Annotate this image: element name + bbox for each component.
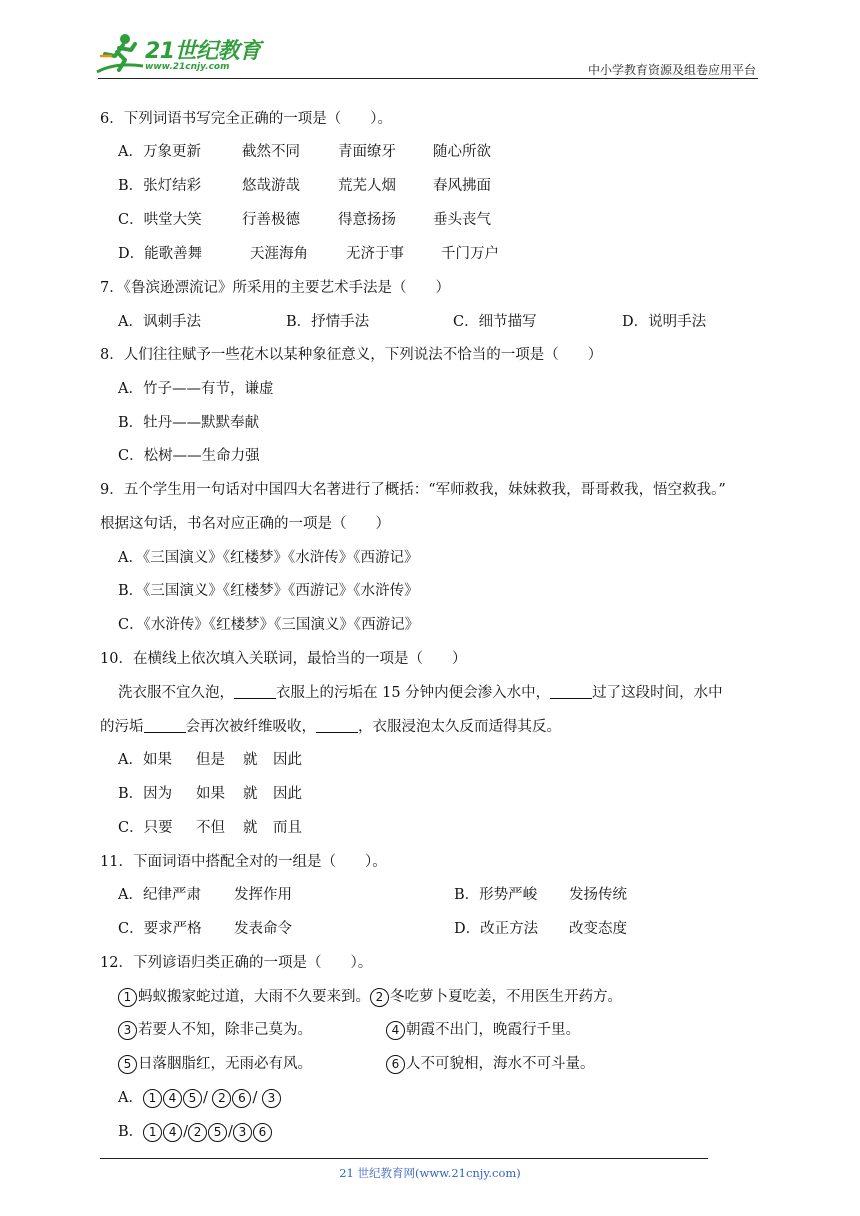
option-text: 改变态度 — [569, 921, 627, 937]
fill-blank — [234, 684, 276, 699]
option-text: D．改正方法 — [454, 921, 539, 937]
separator: / — [228, 1124, 233, 1140]
option-text: 行善极德 — [242, 212, 300, 228]
option-text: 截然不同 — [242, 144, 300, 160]
circled-number: 6 — [232, 1089, 251, 1108]
option-text: 如果 — [196, 786, 225, 802]
circled-number: 4 — [386, 1021, 405, 1040]
option-text: C．要求严格 — [118, 921, 202, 937]
logo-subtext: www.21cnjy.com — [145, 62, 230, 72]
proverb-text: 日落胭脂红，无雨必有风。 — [138, 1056, 312, 1072]
passage-text: 的污垢 — [100, 719, 144, 735]
option-text: 随心所欲 — [433, 144, 491, 160]
passage-text: 会再次被纤维吸收， — [185, 719, 316, 735]
question-10-passage-line-1 — [118, 681, 723, 702]
passage-text: 衣服上的污垢在 15 分钟内便会渗入水中， — [276, 685, 551, 701]
passage-text: 过了这段时间，水中 — [592, 685, 723, 701]
fill-blank — [316, 718, 358, 733]
option-text: 因此 — [273, 752, 302, 768]
proverb-text: 人不可貌相，海水不可斗量。 — [406, 1056, 595, 1072]
fill-blank — [550, 684, 592, 699]
separator: / — [183, 1124, 189, 1140]
question-9-stem-cont: 根据这句话，书名对应正确的一项是（ ） — [100, 516, 390, 532]
passage-text: 洗衣服不宜久泡， — [118, 685, 234, 701]
question-7-option-d: D．说明手法 — [622, 314, 707, 330]
option-text: 就 — [243, 820, 258, 836]
question-7-option-c: C．细节描写 — [453, 314, 537, 330]
footer-link[interactable]: 21 世纪教育网(www.21cnjy.com) — [339, 1166, 521, 1180]
circled-number: 6 — [253, 1123, 272, 1142]
question-9-stem: 9．五个学生用一句话对中国四大名著进行了概括：“军师救我，妹妹救我，哥哥救我，悟空救我。” — [100, 482, 726, 498]
circled-number: 3 — [233, 1123, 252, 1142]
circled-number: 1 — [118, 988, 137, 1007]
option-text: D．能歌善舞 — [118, 246, 203, 262]
footer-divider — [100, 1158, 708, 1159]
option-text: 就 — [243, 752, 258, 768]
circled-number: 5 — [183, 1089, 202, 1108]
question-10-passage-line-2 — [100, 715, 561, 736]
platform-title: 中小学教育资源及组卷应用平台 — [587, 63, 756, 77]
option-text: C．哄堂大笑 — [118, 212, 202, 228]
option-text: 但是 — [196, 752, 225, 768]
circled-number: 4 — [163, 1089, 182, 1108]
option-label: B． — [118, 1124, 144, 1140]
circled-number: 2 — [212, 1089, 231, 1108]
proverb-item-3 — [118, 1018, 312, 1040]
question-10-stem: 10．在横线上依次填入关联词，最恰当的一项是（ ） — [100, 651, 467, 667]
option-text: 悠哉游哉 — [242, 178, 300, 194]
option-text: 而且 — [273, 820, 302, 836]
question-12-stem: 12．下列谚语归类正确的一项是（ ）。 — [100, 955, 373, 971]
circled-number: 4 — [163, 1123, 182, 1142]
option-text: 千门万户 — [441, 246, 499, 262]
proverb-line-1 — [118, 985, 622, 1007]
proverb-text: 冬吃萝卜夏吃姜，不用医生开药方。 — [390, 989, 622, 1005]
runner-logo-icon — [95, 32, 147, 76]
option-text: 发扬传统 — [569, 887, 627, 903]
proverb-text: 朝霞不出门，晚霞行千里。 — [406, 1022, 580, 1038]
fill-blank — [144, 718, 186, 733]
option-text: A．万象更新 — [118, 144, 201, 160]
option-text: 无济于事 — [346, 246, 404, 262]
circled-number: 3 — [262, 1089, 281, 1108]
circled-number: 3 — [118, 1021, 137, 1040]
question-8-option-b: B．牡丹——默默奉献 — [118, 415, 260, 431]
option-text: 不但 — [196, 820, 225, 836]
option-text: 垂头丧气 — [433, 212, 491, 228]
question-9-option-a: A．《三国演义》《红楼梦》《水浒传》《西游记》 — [118, 550, 419, 566]
circled-number: 5 — [118, 1055, 137, 1074]
page-header — [0, 0, 860, 80]
question-7-option-a: A．讽刺手法 — [118, 314, 201, 330]
option-text: C．只要 — [118, 820, 173, 836]
option-text: A．纪律严肃 — [118, 887, 201, 903]
separator: / — [202, 1090, 213, 1106]
circled-number: 1 — [143, 1089, 162, 1108]
option-text: 就 — [243, 786, 258, 802]
question-12-option-b — [118, 1120, 273, 1142]
proverb-item-4 — [386, 1018, 580, 1040]
question-9-option-b: B．《三国演义》《红楼梦》《西游记》《水浒传》 — [118, 583, 419, 599]
question-7-option-b: B．抒情手法 — [286, 314, 370, 330]
logo — [95, 32, 265, 78]
question-7-stem: 7．《鲁滨逊漂流记》所采用的主要艺术手法是（ ） — [100, 280, 450, 296]
question-8-option-a: A．竹子——有节，谦虚 — [118, 381, 274, 397]
logo-text: 21世纪教育 — [145, 39, 261, 64]
question-8-option-c: C．松树——生命力强 — [118, 448, 260, 464]
passage-text: ，衣服浸泡太久反而适得其反。 — [358, 719, 561, 735]
option-text: B．因为 — [118, 786, 173, 802]
circled-number: 6 — [386, 1055, 405, 1074]
question-9-option-c: C．《水浒传》《红楼梦》《三国演义》《西游记》 — [118, 617, 420, 633]
option-label: A． — [118, 1090, 143, 1106]
question-12-option-a — [118, 1086, 282, 1108]
question-8-stem: 8．人们往往赋予一些花木以某种象征意义，下列说法不恰当的一项是（ ） — [100, 347, 603, 363]
option-text: A．如果 — [118, 752, 172, 768]
option-text: 因此 — [273, 786, 302, 802]
circled-number: 5 — [208, 1123, 227, 1142]
option-text: 荒芜人烟 — [338, 178, 396, 194]
proverb-item-5 — [118, 1052, 312, 1074]
option-text: B．形势严峻 — [454, 887, 538, 903]
option-text: B．张灯结彩 — [118, 178, 202, 194]
option-text: 天涯海角 — [250, 246, 308, 262]
option-text: 发挥作用 — [234, 887, 292, 903]
option-text: 发表命令 — [234, 921, 292, 937]
option-text: 春风拂面 — [433, 178, 491, 194]
circled-number: 2 — [188, 1123, 207, 1142]
separator: / — [252, 1090, 262, 1106]
question-11-stem: 11．下面词语中搭配全对的一组是（ ）。 — [100, 854, 387, 870]
circled-number: 2 — [370, 988, 389, 1007]
circled-number: 1 — [143, 1123, 162, 1142]
option-text: 青面缭牙 — [338, 144, 396, 160]
option-text: 得意扬扬 — [338, 212, 396, 228]
proverb-item-6 — [386, 1052, 595, 1074]
proverb-text: 若要人不知，除非己莫为。 — [138, 1022, 312, 1038]
question-6-stem: 6．下列词语书写完全正确的一项是（ ）。 — [100, 111, 392, 127]
header-divider — [98, 78, 758, 79]
proverb-text: 蚂蚁搬家蛇过道，大雨不久要来到。 — [138, 989, 370, 1005]
